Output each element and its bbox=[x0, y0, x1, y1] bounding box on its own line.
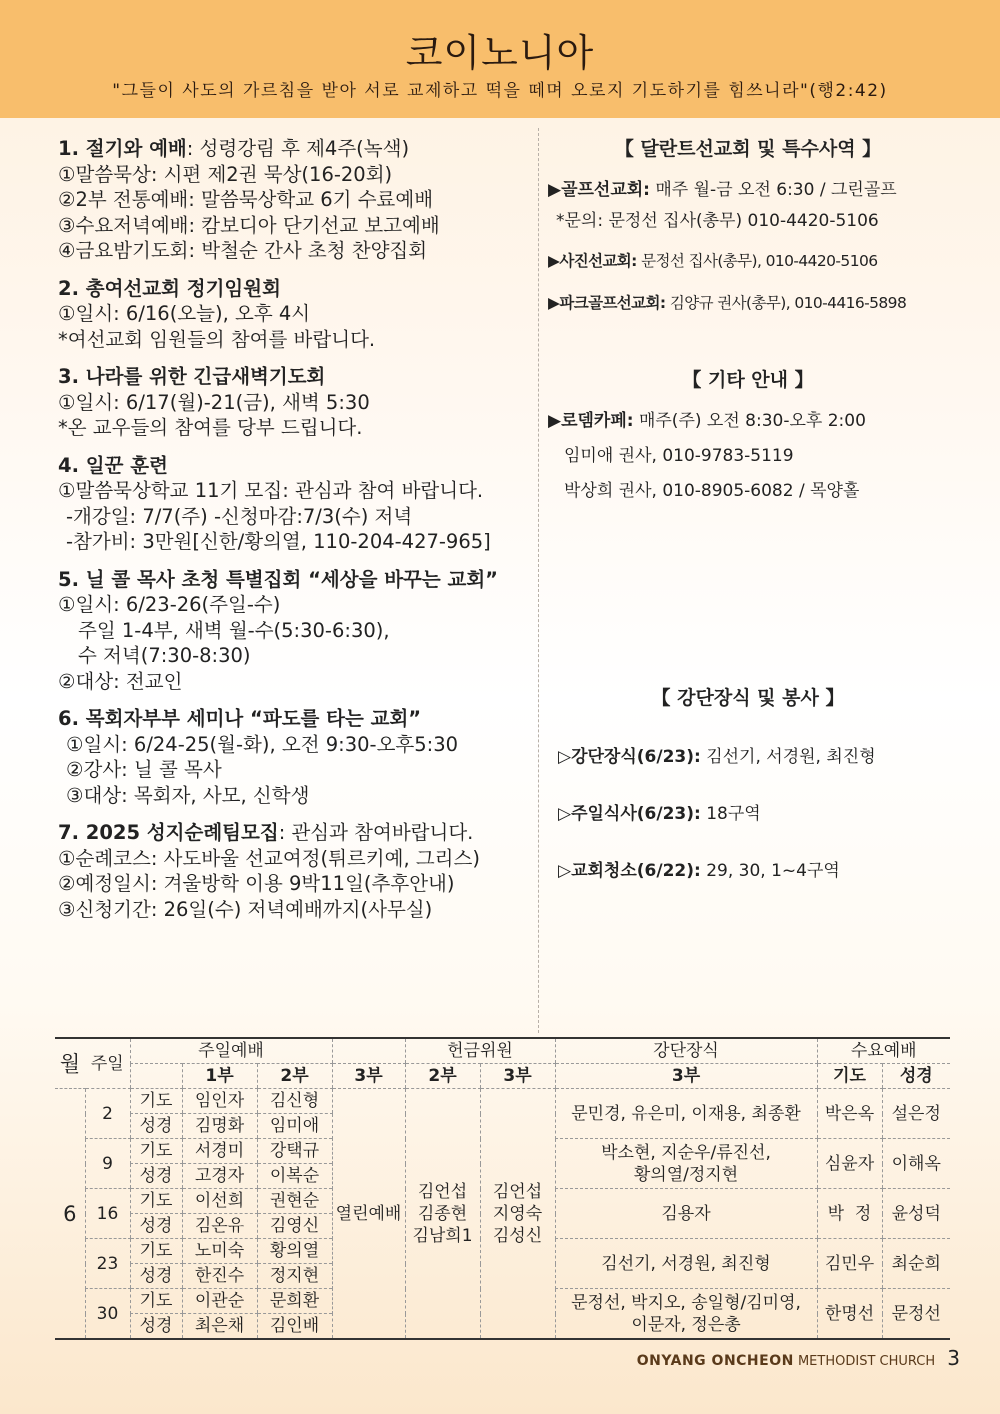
table-row: 성경 한진수 정지현 bbox=[55, 1264, 950, 1289]
notice-heading: 4. 일꾼 훈련 bbox=[58, 453, 168, 477]
notice-line: ①말씀묵상: 시편 제2권 묵상(16-20회) bbox=[58, 162, 393, 186]
table-row: 6 2 기도 임인자 김신형 열린예배 김언섭 김종현 김남희1 김언섭 지영숙 김성신 문민경, 유은미, 이재용, 최종환 박은옥 설은정 bbox=[55, 1089, 950, 1114]
page-footer bbox=[637, 1346, 960, 1370]
altar-cell: 김선기, 서경원, 최진형 bbox=[555, 1239, 817, 1289]
notice-line: ①일시: 6/16(오늘), 오후 4시 bbox=[58, 302, 311, 325]
notice-line: ②강사: 닐 콜 목사 bbox=[66, 758, 222, 781]
col-part2: 2부 bbox=[257, 1064, 332, 1089]
page-header bbox=[0, 0, 1000, 118]
notice-section-3 bbox=[58, 364, 528, 441]
week-date: 23 bbox=[85, 1239, 130, 1289]
table-row: 성경 김온유 김영신 bbox=[55, 1214, 950, 1239]
col-altar-3: 3부 bbox=[555, 1064, 817, 1089]
header-verse: "그들이 사도의 가르침을 받아 서로 교제하고 떡을 떼며 오로지 기도하기를 힘쓰니라"(행2:42) bbox=[112, 81, 888, 101]
table-header-row bbox=[55, 1038, 950, 1064]
service-schedule-table bbox=[55, 1037, 950, 1340]
altar-cell: 김용자 bbox=[555, 1189, 817, 1239]
col-offering-3: 3부 bbox=[480, 1064, 555, 1089]
other-info-heading: 【 기타 안내 】 bbox=[682, 369, 814, 391]
notice-section-1 bbox=[58, 136, 528, 264]
notice-heading: 7. 2025 성지순례팀모집: 관심과 참여바랍니다. bbox=[58, 821, 474, 844]
talent-ministry-heading: 【 달란트선교회 및 특수사역 】 bbox=[614, 138, 882, 160]
week-date: 16 bbox=[85, 1189, 130, 1239]
notice-line: *여선교회 임원들의 참여를 바랍니다. bbox=[58, 327, 376, 351]
notice-line: ②2부 전통예배: 말씀묵상학교 6기 수료예배 bbox=[58, 188, 434, 211]
table-subheader-row bbox=[55, 1064, 950, 1089]
altar-cell: 박소현, 지순우/류진선, 황의열/정지현 bbox=[555, 1139, 817, 1189]
notice-section-5 bbox=[58, 567, 528, 695]
notice-heading: 5. 닐 콜 목사 초청 특별집회 “세상을 바꾸는 교회” bbox=[58, 567, 498, 591]
page-number: 3 bbox=[947, 1346, 960, 1370]
cafe-contact-2: 박상희 권사, 010-8905-6082 / 목양홀 bbox=[564, 481, 860, 501]
notice-line: ①일시: 6/17(월)-21(금), 새벽 5:30 bbox=[58, 390, 370, 414]
offering2-cell: 김언섭 김종현 김남희1 bbox=[405, 1089, 480, 1340]
notice-line: ①일시: 6/24-25(월-화), 오전 9:30-오후5:30 bbox=[66, 732, 459, 756]
golf-mission: ▶골프선교회: 매주 월-금 오전 6:30 / 그린골프 bbox=[548, 180, 897, 200]
photo-mission: ▶사진선교회: 문정선 집사(총무), 010-4420-5106 bbox=[548, 252, 878, 270]
notice-section-6 bbox=[58, 706, 528, 808]
table-row: 성경 김명화 임미애 bbox=[55, 1114, 950, 1139]
church-brand-suffix: METHODIST CHURCH bbox=[797, 1354, 936, 1369]
notice-heading: 1. 절기와 예배: 성령강림 후 제4주(녹색) bbox=[58, 137, 410, 160]
right-column bbox=[548, 130, 948, 881]
notice-line: ②예정일시: 겨울방학 이용 9박11일(추후안내) bbox=[58, 872, 455, 895]
table-row: 23 기도 노미숙 황의열 김선기, 서경원, 최진형 김민우 최순희 bbox=[55, 1239, 950, 1264]
week-date: 9 bbox=[85, 1139, 130, 1189]
church-brand: ONYANG ONCHEON bbox=[636, 1353, 794, 1369]
col-wednesday: 수요예배 bbox=[817, 1038, 950, 1064]
col-altar: 강단장식 bbox=[555, 1038, 817, 1064]
notice-line: ①순례코스: 사도바울 선교여정(튀르키예, 그리스) bbox=[58, 846, 480, 870]
notice-section-2 bbox=[58, 276, 528, 353]
week-date: 2 bbox=[85, 1089, 130, 1139]
notice-heading: 6. 목회자부부 세미나 “파도를 타는 교회” bbox=[58, 707, 422, 730]
table-row: 성경 최은채 김인배 bbox=[55, 1314, 950, 1340]
col-sunday-service: 주일예배 bbox=[130, 1038, 332, 1064]
col-wed-prayer: 기도 bbox=[817, 1064, 882, 1089]
notice-line: ③신청기간: 26일(수) 저녁예배까지(사무실) bbox=[58, 897, 433, 921]
table-row: 16 기도 이선희 권현순 김용자 박 정 윤성덕 bbox=[55, 1189, 950, 1214]
notice-heading: 2. 총여선교회 정기임원회 bbox=[58, 276, 281, 300]
notice-heading: 3. 나라를 위한 긴급새벽기도회 bbox=[58, 365, 326, 388]
notice-line: ③수요저녁예배: 캄보디아 단기선교 보고예배 bbox=[58, 213, 440, 237]
notice-line: 주일 1-4부, 새벽 월-수(5:30-6:30), bbox=[78, 618, 390, 642]
altar-service-heading: 【 강단장식 및 봉사 】 bbox=[651, 687, 845, 709]
notice-line: ②대상: 전교인 bbox=[58, 669, 183, 693]
sunday-meal: ▷주일식사(6/23): 18구역 bbox=[558, 804, 761, 824]
notice-section-7 bbox=[58, 820, 528, 922]
month-cell: 6 bbox=[55, 1089, 85, 1340]
notice-line: ①일시: 6/23-26(주일-수) bbox=[58, 593, 281, 616]
table-row: 30 기도 이관순 문희환 문정선, 박지오, 송일형/김미영, 이문자, 정은총 한명선 문정선 bbox=[55, 1289, 950, 1314]
notice-line: -참가비: 3만원[신한/황의열, 110-204-427-965] bbox=[66, 530, 491, 553]
notice-line: ③대상: 목회자, 사모, 신학생 bbox=[66, 783, 310, 807]
page-title: 코이노니아 bbox=[405, 31, 595, 75]
notice-line: ①말씀묵상학교 11기 모집: 관심과 참여 바랍니다. bbox=[58, 479, 484, 502]
notice-line: ④금요밤기도회: 박철순 간사 초청 찬양집회 bbox=[58, 239, 428, 262]
altar-cell: 문민경, 유은미, 이재용, 최종환 bbox=[555, 1089, 817, 1139]
col-week: 주일 bbox=[85, 1038, 130, 1089]
week-date: 30 bbox=[85, 1289, 130, 1340]
altar-decoration: ▷강단장식(6/23): 김선기, 서경원, 최진형 bbox=[558, 747, 876, 767]
church-cleaning: ▷교회청소(6/22): 29, 30, 1~4구역 bbox=[558, 861, 840, 881]
rodem-cafe: ▶로뎀카페: 매주(주) 오전 8:30-오후 2:00 bbox=[548, 411, 866, 431]
park-golf-mission: ▶파크골프선교회: 김양규 권사(총무), 010-4416-5898 bbox=[548, 294, 907, 312]
offering3-cell: 김언섭 지영숙 김성신 bbox=[480, 1089, 555, 1340]
notice-line: -개강일: 7/7(주) -신청마감:7/3(수) 저녁 bbox=[66, 504, 413, 528]
col-wed-bible: 성경 bbox=[882, 1064, 950, 1089]
table-row: 9 기도 서경미 강택규 박소현, 지순우/류진선, 황의열/정지현 심윤자 이해옥 bbox=[55, 1139, 950, 1164]
notice-line: 수 저녁(7:30-8:30) bbox=[78, 644, 251, 667]
notice-line: *온 교우들의 참여를 당부 드립니다. bbox=[58, 416, 363, 439]
cafe-contact-1: 임미애 권사, 010-9783-5119 bbox=[564, 446, 794, 466]
col-offering: 헌금위원 bbox=[405, 1038, 555, 1064]
col-month: 월 bbox=[55, 1038, 85, 1089]
notices-column bbox=[58, 136, 528, 934]
sunday3-cell: 열린예배 bbox=[332, 1089, 405, 1340]
col-offering-2: 2부 bbox=[405, 1064, 480, 1089]
golf-contact: *문의: 문정선 집사(총무) 010-4420-5106 bbox=[556, 211, 879, 231]
notice-section-4 bbox=[58, 453, 528, 555]
col-part3: 3부 bbox=[332, 1064, 405, 1089]
column-divider bbox=[538, 128, 539, 1033]
col-part1: 1부 bbox=[182, 1064, 257, 1089]
altar-cell: 문정선, 박지오, 송일형/김미영, 이문자, 정은총 bbox=[555, 1289, 817, 1340]
table-row: 성경 고경자 이복순 bbox=[55, 1164, 950, 1189]
